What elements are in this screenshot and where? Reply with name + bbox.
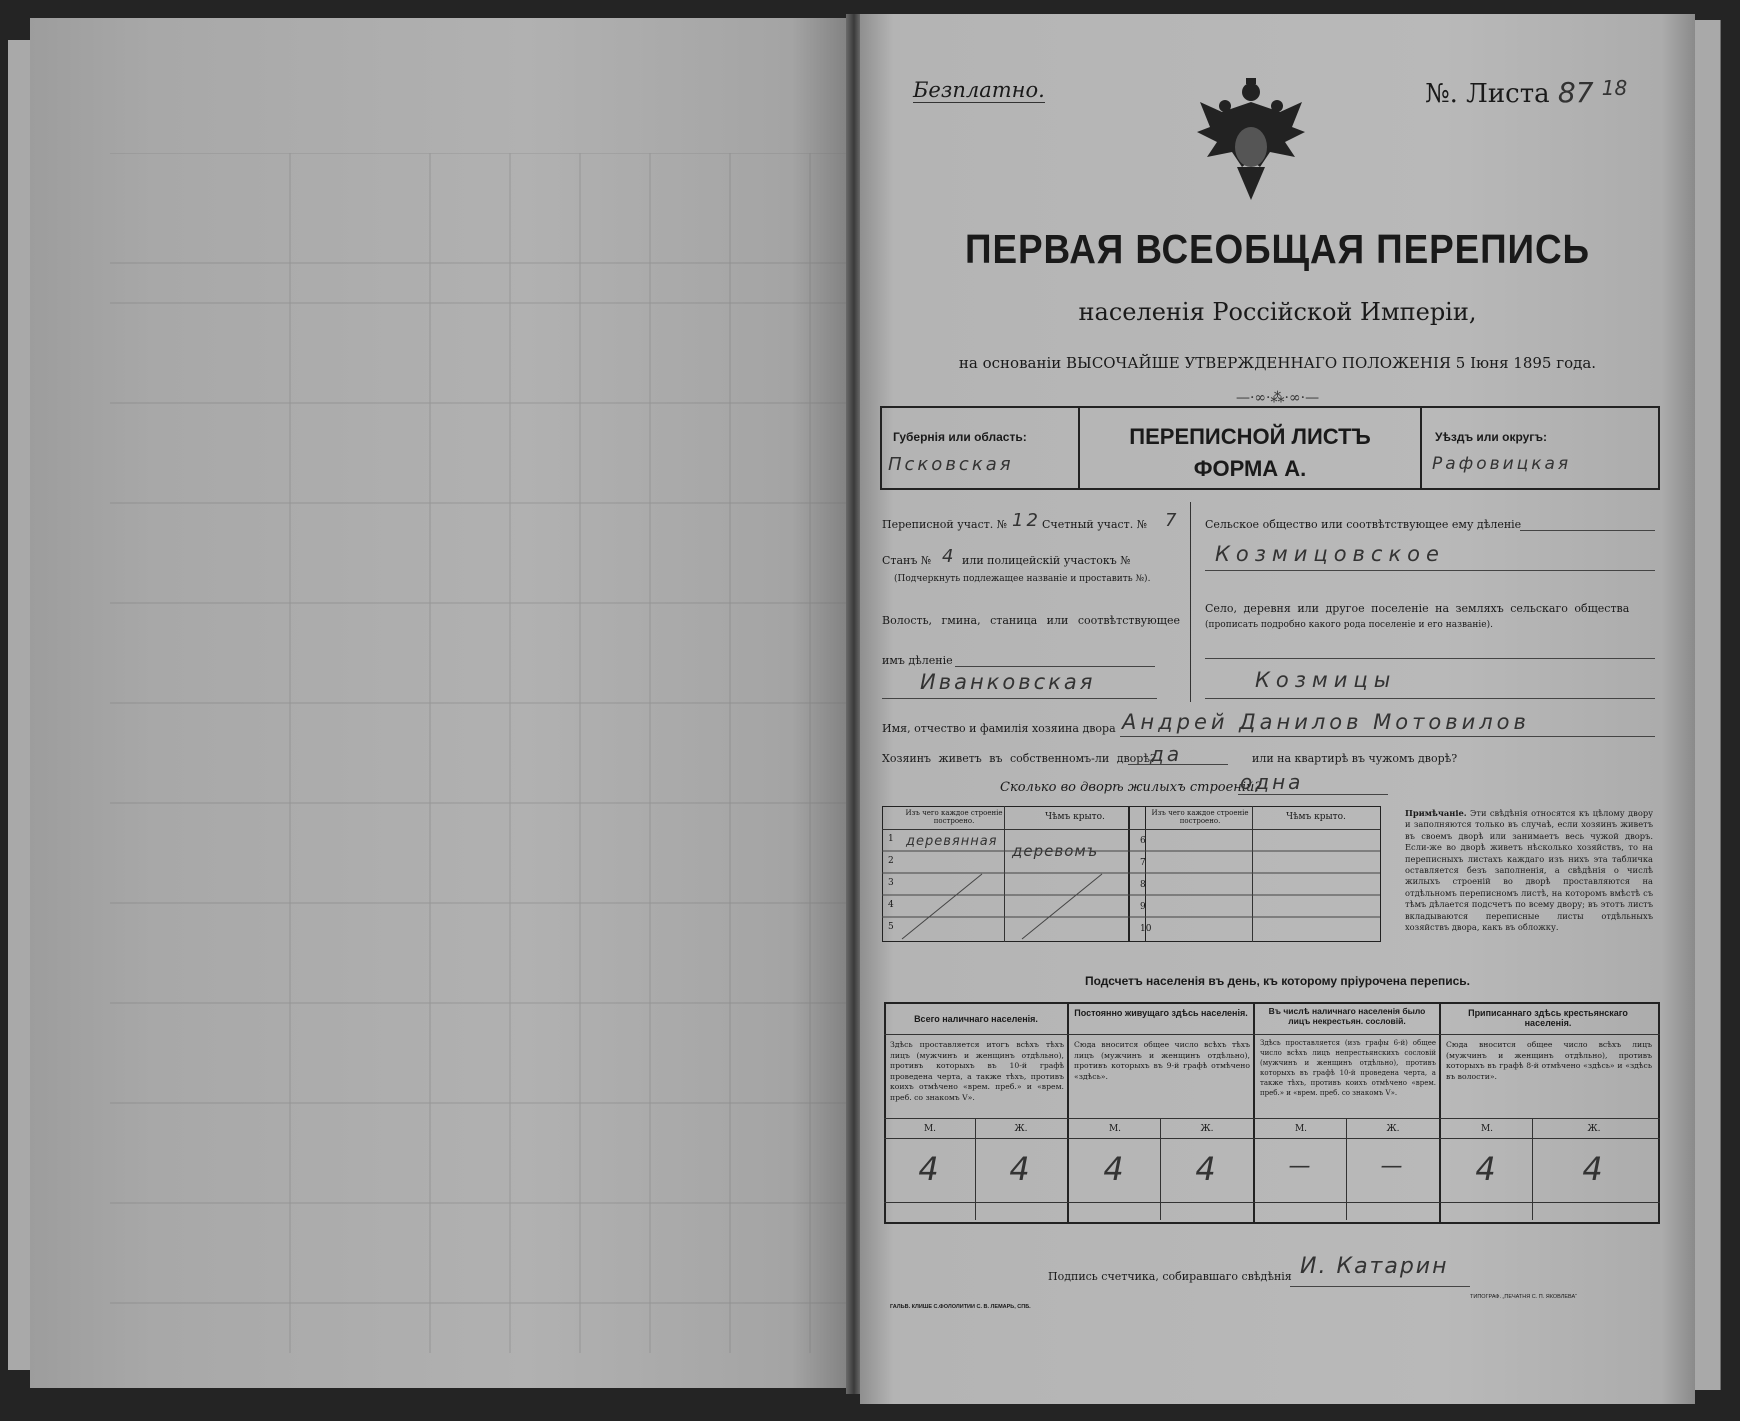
buildings-line <box>1238 794 1388 795</box>
volost-line-2 <box>882 698 1157 699</box>
count-hdr-line <box>884 1034 1660 1035</box>
left-page <box>30 18 858 1388</box>
sheet-no-corner: 18 <box>1601 76 1628 100</box>
bt-right-col2: Чѣмъ крыто. <box>1286 812 1346 822</box>
selo-line-1 <box>1205 658 1655 659</box>
group4-m: М. <box>1480 1124 1494 1134</box>
count-table <box>884 1002 1660 1224</box>
group2-zh: Ж. <box>1200 1124 1214 1134</box>
note-title: Примѣчаніе. <box>1405 808 1467 818</box>
count-sub4 <box>1532 1118 1533 1220</box>
bt-row-10: 10 <box>1140 924 1152 934</box>
count-area-value: 7 <box>1165 510 1180 531</box>
group2-desc: Сюда вносится общее число всѣхъ тѣхъ лицъ (мужчинъ и женщинъ отдѣльно), противъ которыхъ въ 9-й графѣ отмѣчено «здѣсь». <box>1074 1040 1250 1081</box>
group1-m-value: 4 <box>918 1150 942 1188</box>
bt-left-col2: Чѣмъ крыто. <box>1045 812 1105 822</box>
volost-value: Иванковская <box>920 670 1096 694</box>
form-header-div2 <box>1420 406 1422 490</box>
group3-desc: Здѣсь проставляется (изъ графы 6-й) общее число всѣхъ лицъ непрестьянскихъ сословій (мужчинъ и женщинъ отдѣльно), противъ которыхъ въ графѣ 10-й проведена черта, а также тѣхъ, противъ коихъ отмѣчено «врем. преб.» и «врем. преб. со знакомъ V». <box>1260 1039 1436 1097</box>
selskoe-value: Козмицовское <box>1215 542 1445 566</box>
imprint-right: ТИПОГРАФ. „ПЕЧАТНЯ С. П. ЯКОВЛЕВА“ <box>1470 1294 1578 1300</box>
sub-title: населенія Россійской Имперіи, <box>1078 298 1477 326</box>
count-div3 <box>1439 1002 1441 1224</box>
count-sub3 <box>1346 1118 1347 1220</box>
selo-note: (прописать подробно какого рода поселеніе и его названіе). <box>1205 620 1493 630</box>
group2-m: М. <box>1108 1124 1122 1134</box>
gubernia-value: Псковская <box>888 454 1014 475</box>
stan-note: (Подчеркнуть подлежащее названіе и проставить №). <box>894 574 1151 584</box>
basis-line: на основаніи ВЫСОЧАЙШЕ УТВЕРЖДЕННАГО ПОЛОЖЕНІЯ 5 Іюня 1895 года. <box>958 354 1597 372</box>
stan-value: 4 <box>942 546 957 567</box>
bt-row-2: 2 <box>888 856 894 866</box>
imprint-left: ГАЛЬВ. КЛИШЕ С.ФОЛОЛИТИИ С. В. ЛЕМАРЬ, СПБ. <box>890 1304 1031 1310</box>
bt-left-strikes <box>882 829 1146 941</box>
group3-zh-value: — <box>1380 1154 1406 1179</box>
note-block <box>1405 808 1653 933</box>
bt-row1-material: деревянная <box>906 834 998 849</box>
owner-value: Андрей Данилов Мотовилов <box>1122 710 1530 734</box>
group4-zh-value: 4 <box>1582 1150 1606 1188</box>
bt-row-1: 1 <box>888 834 894 844</box>
count-sub2 <box>1160 1118 1161 1220</box>
lives-line <box>1128 764 1228 765</box>
selo-value: Козмицы <box>1255 668 1397 692</box>
police-label: или полицейскій участокъ № <box>962 554 1131 567</box>
owner-line <box>1120 736 1655 737</box>
bt-row-4: 4 <box>888 900 894 910</box>
note-text: Эти свѣдѣнія относятся къ цѣлому двору и заполняются только въ случаѣ, если хозяинъ живетъ въ своемъ дворѣ или занимаетъ весь чужой дворъ. Если-же во дворѣ живетъ нѣсколько хозяйствъ, то на переписныхъ листахъ каждаго изъ нихъ эта табличка оставляется безъ заполненія, а свѣдѣнія о числѣ жилыхъ строеній во дворѣ проставляются на отдѣльномъ переписномъ листѣ, на которомъ вмѣстѣ съ тѣмъ дѣлается подсчетъ по всему двору; въ этотъ листъ вкладываются переписные листы отдѣльныхъ хозяйствъ двора, какъ въ обложку. <box>1405 808 1654 933</box>
group1-m: М. <box>923 1124 937 1134</box>
bt-row-8: 8 <box>1140 880 1146 890</box>
selskoe-line-2 <box>1205 570 1655 571</box>
double-headed-eagle-icon <box>1192 72 1310 214</box>
uezd-value: Рафовицкая <box>1432 454 1572 474</box>
selo-label: Село, деревня или другое поселеніе на земляхъ сельскаго общества <box>1205 602 1630 615</box>
lives-value: да <box>1150 742 1183 766</box>
count-mzh-line <box>884 1138 1660 1139</box>
bt-left-col1: Изъ чего каждое строеніе построено. <box>905 809 1003 825</box>
count-div2 <box>1253 1002 1255 1224</box>
bt-row1-roof: деревомъ <box>1012 842 1099 860</box>
bt-row-5: 5 <box>888 922 894 932</box>
group4-zh: Ж. <box>1587 1124 1601 1134</box>
form-title-line2: ФОРМА А. <box>1193 456 1307 481</box>
selskoe-line-1 <box>1520 530 1655 531</box>
volost-line-1 <box>955 666 1155 667</box>
volost-label-2: имъ дѣленіе <box>882 654 953 667</box>
buildings-value: одна <box>1240 770 1304 794</box>
count-title: Подсчетъ населенія въ день, къ которому пріурочена перепись. <box>1085 974 1470 988</box>
stan-label: Станъ № <box>882 554 932 567</box>
bt-right-lines <box>1128 829 1380 941</box>
group4-m-value: 4 <box>1475 1150 1499 1188</box>
selo-line-2 <box>1205 698 1655 699</box>
form-title-line1: ПЕРЕПИСНОЙ ЛИСТЪ <box>1129 424 1371 449</box>
main-title: ПЕРВАЯ ВСЕОБЩАЯ ПЕРЕПИСЬ <box>965 226 1590 272</box>
group1-desc: Здѣсь проставляется итогъ всѣхъ тѣхъ лицъ (мужчинъ и женщинъ отдѣльно), противъ которыхъ въ 10-й графѣ проведена черта, а также тѣхъ, противъ коихъ отмѣчено «врем. преб.» и «врем. преб. со знакомъ V». <box>890 1040 1064 1102</box>
gubernia-label: Губернія или область: <box>893 430 1027 444</box>
group1-zh: Ж. <box>1014 1124 1028 1134</box>
group1-zh-value: 4 <box>1009 1150 1033 1188</box>
count-bottom-line <box>884 1202 1660 1203</box>
free-label: Безплатно. <box>913 78 1045 102</box>
bt-row-6: 6 <box>1140 836 1146 846</box>
count-desc-line <box>884 1118 1660 1119</box>
sheet-no-value: 87 <box>1557 76 1594 109</box>
signature-label: Подпись счетчика, собиравшаго свѣдѣнія <box>1048 1270 1292 1283</box>
group3-m-value: — <box>1288 1154 1314 1179</box>
group3-zh: Ж. <box>1386 1124 1400 1134</box>
group3-m: М. <box>1294 1124 1308 1134</box>
fields-divider <box>1190 502 1191 702</box>
signature-line <box>1290 1286 1470 1287</box>
signature-value: И. Катарин <box>1300 1254 1449 1279</box>
buildings-label: Сколько во дворѣ жилыхъ строеній? <box>1000 780 1262 795</box>
group2-zh-value: 4 <box>1195 1150 1219 1188</box>
bt-right-col1: Изъ чего каждое строеніе построено. <box>1151 809 1249 825</box>
group2-header: Постоянно живущаго здѣсь населенія. <box>1074 1008 1248 1018</box>
census-area-value: 12 <box>1012 510 1041 531</box>
count-area-label: Счетный участ. № <box>1042 518 1148 531</box>
selskoe-label: Сельское общество или соотвѣтствующее ему дѣленіе <box>1205 518 1522 531</box>
uezd-label: Уѣздъ или округъ: <box>1435 430 1548 444</box>
count-div1 <box>1067 1002 1069 1224</box>
owner-label: Имя, отчество и фамилія хозяина двора <box>882 722 1116 735</box>
group1-header: Всего наличнаго населенія. <box>914 1014 1038 1024</box>
bt-row-7: 7 <box>1140 858 1146 868</box>
lives-label-2: или на квартирѣ въ чужомъ дворѣ? <box>1252 752 1458 765</box>
bt-row-9: 9 <box>1140 902 1146 912</box>
group2-m-value: 4 <box>1103 1150 1127 1188</box>
count-sub1 <box>975 1118 976 1220</box>
bt-row-3: 3 <box>888 878 894 888</box>
left-page-bleedthrough-grid <box>110 153 880 1353</box>
group4-desc: Сюда вносится общее число всѣхъ лицъ (мужчинъ и женщинъ отдѣльно), противъ которыхъ въ графѣ 8-й отмѣчено «здѣсь» и «здѣсь въ волости». <box>1446 1040 1652 1081</box>
sheet-no-label: №. Листа <box>1425 79 1550 109</box>
ornament-divider: —·∞·⁂·∞·— <box>1235 390 1320 406</box>
group4-header: Приписаннаго здѣсь крестьянскаго населенія. <box>1468 1008 1628 1028</box>
lives-label: Хозяинъ живетъ въ собственномъ-ли дворѣ? <box>882 752 1156 765</box>
census-area-label: Переписной участ. № <box>882 518 1008 531</box>
volost-label-1: Волость, гмина, станица или соотвѣтствующее <box>882 614 1180 627</box>
group3-header: Въ числѣ наличнаго населенія было лицъ некрестьян. сословій. <box>1268 1006 1426 1026</box>
right-page <box>860 14 1695 1404</box>
sheet-no-wrap <box>1425 76 1627 109</box>
